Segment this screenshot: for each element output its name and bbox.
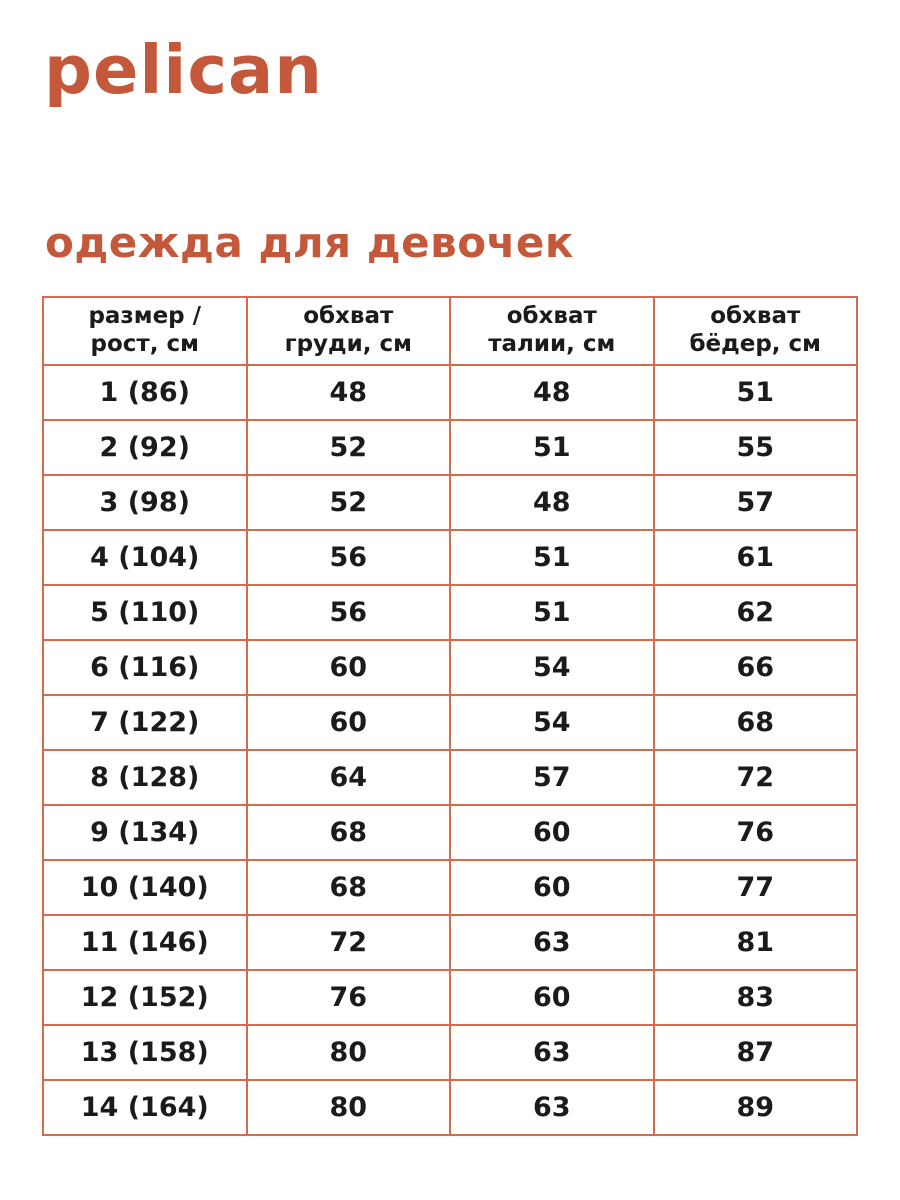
table-row [43, 585, 857, 640]
column-header-line1: размер / [88, 303, 202, 330]
chest-cell: 64 [247, 750, 451, 805]
hips-cell: 61 [654, 530, 858, 585]
table-row [43, 805, 857, 860]
waist-cell: 51 [450, 420, 654, 475]
size-cell: 10 (140) [43, 860, 247, 915]
chest-cell: 72 [247, 915, 451, 970]
table-header-row [43, 297, 857, 365]
waist-cell: 51 [450, 530, 654, 585]
size-cell: 12 (152) [43, 970, 247, 1025]
size-cell: 6 (116) [43, 640, 247, 695]
table-row [43, 530, 857, 585]
size-table [42, 296, 858, 1136]
size-cell: 9 (134) [43, 805, 247, 860]
hips-cell: 62 [654, 585, 858, 640]
table-row [43, 970, 857, 1025]
waist-cell: 48 [450, 365, 654, 420]
hips-cell: 87 [654, 1025, 858, 1080]
waist-cell: 48 [450, 475, 654, 530]
size-table-container [42, 296, 858, 1136]
hips-cell: 89 [654, 1080, 858, 1135]
waist-cell: 63 [450, 1025, 654, 1080]
size-cell: 3 (98) [43, 475, 247, 530]
column-header-0 [43, 297, 247, 365]
chest-cell: 52 [247, 420, 451, 475]
table-row [43, 420, 857, 475]
size-cell: 5 (110) [43, 585, 247, 640]
page-title: одежда для девочек [45, 218, 574, 267]
chest-cell: 56 [247, 530, 451, 585]
waist-cell: 51 [450, 585, 654, 640]
chest-cell: 80 [247, 1025, 451, 1080]
table-row [43, 695, 857, 750]
chest-cell: 68 [247, 805, 451, 860]
size-cell: 8 (128) [43, 750, 247, 805]
column-header-2 [450, 297, 654, 365]
column-header-1 [247, 297, 451, 365]
column-header-line1: обхват [303, 303, 394, 330]
column-header-line2: талии, см [488, 331, 616, 357]
hips-cell: 72 [654, 750, 858, 805]
table-row [43, 1080, 857, 1135]
waist-cell: 63 [450, 1080, 654, 1135]
table-row [43, 1025, 857, 1080]
table-row [43, 475, 857, 530]
chest-cell: 60 [247, 695, 451, 750]
waist-cell: 60 [450, 970, 654, 1025]
hips-cell: 55 [654, 420, 858, 475]
chest-cell: 76 [247, 970, 451, 1025]
column-header-line1: обхват [710, 303, 801, 330]
size-cell: 1 (86) [43, 365, 247, 420]
size-cell: 13 (158) [43, 1025, 247, 1080]
size-table-header [43, 297, 857, 365]
hips-cell: 76 [654, 805, 858, 860]
hips-cell: 68 [654, 695, 858, 750]
hips-cell: 51 [654, 365, 858, 420]
waist-cell: 60 [450, 860, 654, 915]
chest-cell: 52 [247, 475, 451, 530]
chest-cell: 80 [247, 1080, 451, 1135]
size-cell: 11 (146) [43, 915, 247, 970]
waist-cell: 54 [450, 695, 654, 750]
waist-cell: 57 [450, 750, 654, 805]
size-cell: 2 (92) [43, 420, 247, 475]
size-cell: 14 (164) [43, 1080, 247, 1135]
chest-cell: 56 [247, 585, 451, 640]
hips-cell: 57 [654, 475, 858, 530]
hips-cell: 83 [654, 970, 858, 1025]
chest-cell: 48 [247, 365, 451, 420]
size-cell: 4 (104) [43, 530, 247, 585]
size-table-body [43, 365, 857, 1135]
waist-cell: 60 [450, 805, 654, 860]
waist-cell: 54 [450, 640, 654, 695]
size-cell: 7 (122) [43, 695, 247, 750]
column-header-line2: бёдер, см [689, 331, 821, 357]
table-row [43, 860, 857, 915]
waist-cell: 63 [450, 915, 654, 970]
table-row [43, 750, 857, 805]
column-header-line2: рост, см [90, 331, 199, 357]
hips-cell: 77 [654, 860, 858, 915]
hips-cell: 66 [654, 640, 858, 695]
table-row [43, 640, 857, 695]
column-header-3 [654, 297, 858, 365]
hips-cell: 81 [654, 915, 858, 970]
chest-cell: 60 [247, 640, 451, 695]
table-row [43, 365, 857, 420]
chest-cell: 68 [247, 860, 451, 915]
table-row [43, 915, 857, 970]
column-header-line2: груди, см [284, 331, 412, 357]
brand-logo: pelican [44, 31, 323, 109]
column-header-line1: обхват [506, 303, 597, 330]
